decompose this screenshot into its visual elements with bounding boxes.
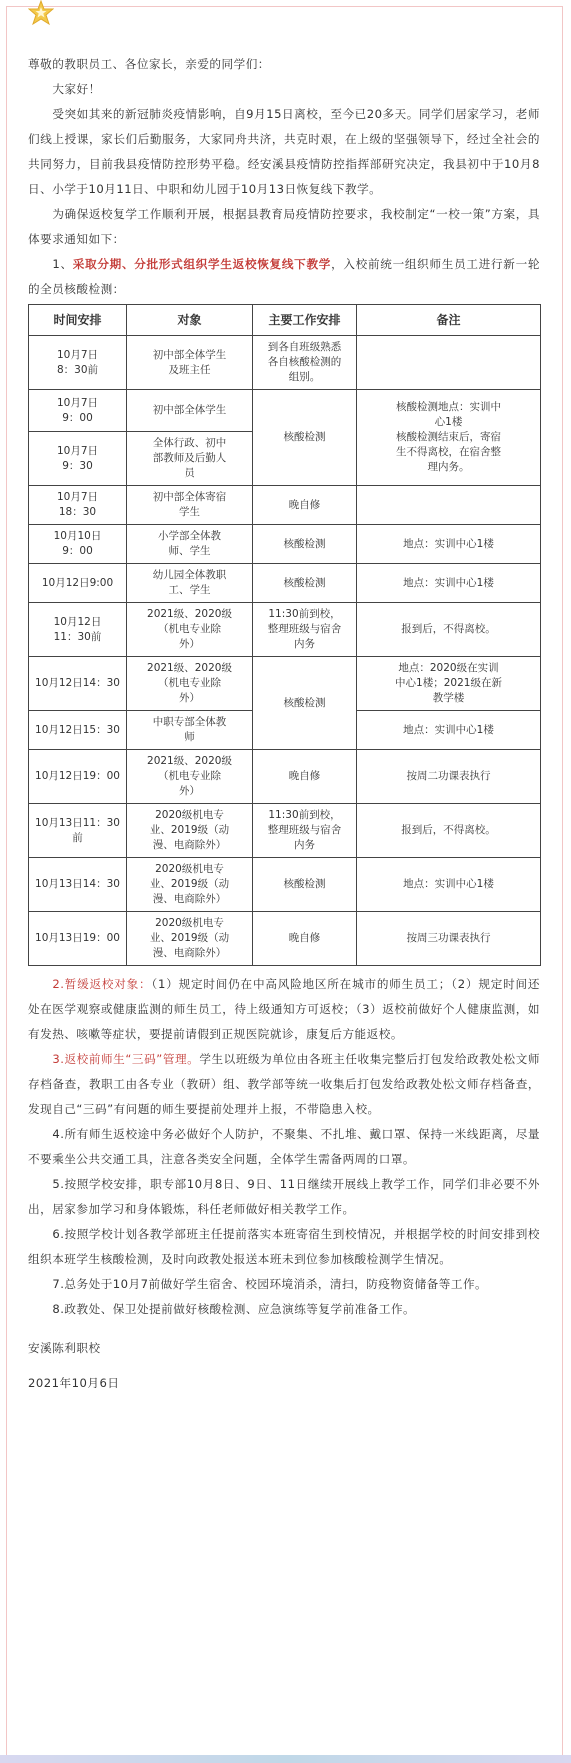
cell-time: 10月13日14：30: [29, 858, 127, 912]
cell-note: [357, 486, 541, 525]
cell-note: 地点：实训中心1楼: [357, 711, 541, 750]
item-7: 7.总务处于10月7前做好学生宿舍、校园环境消杀，清扫，防疫物资储备等工作。: [52, 1277, 488, 1291]
cell-note: 按周二功课表执行: [357, 750, 541, 804]
table-row: [29, 603, 541, 657]
item-1-highlight: 采取分期、分批形式组织学生返校恢复线下教学: [72, 257, 332, 271]
table-row: [29, 525, 541, 564]
cell-time: 10月10日 9：00: [29, 525, 127, 564]
cell-note: 地点：实训中心1楼: [357, 525, 541, 564]
item-6: 6.按照学校计划各教学部班主任提前落实本班寄宿生到校情况，并根据学校的时间安排到校组织本班学生核酸检测，及时向政教处报送本班未到位参加核酸检测学生情况。: [28, 1227, 540, 1266]
star-icon: [28, 0, 54, 26]
cell-target: 2020级机电专 业、2019级（动 漫、电商除外）: [127, 912, 253, 966]
item-3: [28, 1047, 540, 1122]
cell-target: 小学部全体教 师、学生: [127, 525, 253, 564]
cell-note: 地点：实训中心1楼: [357, 858, 541, 912]
cell-target: 2020级机电专 业、2019级（动 漫、电商除外）: [127, 804, 253, 858]
schedule-table: [28, 304, 541, 966]
item-3-text: 学生以班级为单位由各班主任收集完整后打包发给政教处松文师存档备查，教职工由各专业（教研）组、教学部等统一收集后打包发给政教处松文师存档备查，发现自己“三码”有问题的师生要提前处理并上报，不带隐患入校。: [28, 1052, 540, 1116]
table-row: [29, 486, 541, 525]
cell-work: 核酸检测: [253, 564, 357, 603]
item-1-rest: ，入校前统一组织师生员工进行新一轮的全员核酸检测：: [28, 257, 540, 296]
cell-time: 10月7日 8：30前: [29, 336, 127, 390]
cell-work: 晚自修: [253, 486, 357, 525]
cell-target: 2021级、2020级 （机电专业除 外）: [127, 657, 253, 711]
cell-work: 核酸检测: [253, 858, 357, 912]
cell-note: 地点：实训中心1楼: [357, 564, 541, 603]
notice-body: [28, 52, 540, 1396]
cell-work: 晚自修: [253, 912, 357, 966]
cell-note: 报到后，不得离校。: [357, 603, 541, 657]
cell-note: 地点：2020级在实训 中心1楼；2021级在新 教学楼: [357, 657, 541, 711]
cell-target: 2021级、2020级 （机电专业除 外）: [127, 603, 253, 657]
cell-target: 初中部全体学生: [127, 390, 253, 432]
salutation: 尊敬的教职员工、各位家长，亲爱的同学们：: [28, 57, 270, 71]
header-target: 对象: [127, 305, 253, 336]
cell-time: 10月7日 9：00: [29, 390, 127, 432]
greeting: 大家好！: [52, 82, 101, 96]
cell-time: 10月12日14：30: [29, 657, 127, 711]
header-note: 备注: [357, 305, 541, 336]
cell-time: 10月7日 9：30: [29, 432, 127, 486]
table-row: [29, 336, 541, 390]
cell-note: [357, 336, 541, 390]
item-4: 4.所有师生返校途中务必做好个人防护，不聚集、不扎堆、戴口罩、保持一米线距离，尽量不要乘坐公共交通工具，注意各类安全问题，全体学生需备两周的口罩。: [28, 1127, 540, 1166]
cell-work: 11:30前到校， 整理班级与宿舍 内务: [253, 804, 357, 858]
paragraph-plan: 为确保返校复学工作顺利开展，根据县教育局疫情防控要求，我校制定“一校一策”方案，具体要求通知如下：: [28, 207, 540, 246]
cell-time: 10月7日 18：30: [29, 486, 127, 525]
item-1-num: 1、: [52, 257, 73, 271]
table-header-row: [29, 305, 541, 336]
item-2-text: （1）规定时间仍在中高风险地区所在城市的师生员工；（2）规定时间还处在医学观察或健康监测的师生员工，待上级通知方可返校；（3）返校前做好个人健康监测，如有发热、咳嗽等症状，要提前请假到正规医院就诊，康复后方能返校。: [28, 977, 541, 1041]
cell-target: 中职专部全体教 师: [127, 711, 253, 750]
table-row: [29, 564, 541, 603]
cell-time: 10月12日 11：30前: [29, 603, 127, 657]
signature: 安溪陈利职校: [28, 1341, 101, 1355]
cell-note: 按周三功课表执行: [357, 912, 541, 966]
cell-target: 2021级、2020级 （机电专业除 外）: [127, 750, 253, 804]
cell-target: 初中部全体学生 及班主任: [127, 336, 253, 390]
item-2: [28, 972, 540, 1047]
cell-target: 幼儿园全体教职 工、学生: [127, 564, 253, 603]
table-row: [29, 750, 541, 804]
header-time: 时间安排: [29, 305, 127, 336]
table-row: [29, 912, 541, 966]
header-work: 主要工作安排: [253, 305, 357, 336]
item-1: [28, 252, 540, 302]
cell-work: 核酸检测: [253, 390, 357, 486]
paragraph-intro: 受突如其来的新冠肺炎疫情影响，自9月15日离校，至今已20多天。同学们居家学习，老师们线上授课，家长们后勤服务，大家同舟共济，共克时艰，在上级的坚强领导下，经过全社会的共同努力，目前我县疫情防控形势平稳。经安溪县疫情防控指挥部研究决定，我县初中于10月8日、小学于10月11日、中职和幼儿园于10月13日恢复线下教学。: [28, 107, 540, 196]
cell-time: 10月13日11：30 前: [29, 804, 127, 858]
cell-work: 11:30前到校， 整理班级与宿舍 内务: [253, 603, 357, 657]
cell-time: 10月12日9:00: [29, 564, 127, 603]
cell-work: 核酸检测: [253, 525, 357, 564]
cell-work: 到各自班级熟悉 各自核酸检测的 组别。: [253, 336, 357, 390]
item-5: 5.按照学校安排，职专部10月8日、9日、11日继续开展线上教学工作，同学们非必要不外出，居家参加学习和身体锻炼，科任老师做好相关教学工作。: [28, 1177, 540, 1216]
table-row: [29, 390, 541, 432]
date: 2021年10月6日: [28, 1376, 120, 1390]
cell-time: 10月12日19：00: [29, 750, 127, 804]
bottom-decoration: [0, 1755, 571, 1763]
cell-note: 报到后，不得离校。: [357, 804, 541, 858]
cell-target: 2020级机电专 业、2019级（动 漫、电商除外）: [127, 858, 253, 912]
cell-work: 晚自修: [253, 750, 357, 804]
item-8: 8.政教处、保卫处提前做好核酸检测、应急演练等复学前准备工作。: [52, 1302, 416, 1316]
cell-time: 10月13日19：00: [29, 912, 127, 966]
cell-target: 初中部全体寄宿 学生: [127, 486, 253, 525]
cell-time: 10月12日15：30: [29, 711, 127, 750]
table-row: [29, 858, 541, 912]
cell-note: 核酸检测地点：实训中 心1楼 核酸检测结束后，寄宿 生不得离校，在宿舍整 理内务。: [357, 390, 541, 486]
table-row: [29, 657, 541, 711]
cell-work: 核酸检测: [253, 657, 357, 750]
cell-target: 全体行政、初中 部教师及后勤人 员: [127, 432, 253, 486]
item-3-label: 3.返校前师生“三码”管理。: [52, 1052, 200, 1066]
item-2-label: 2.暂缓返校对象：: [52, 977, 152, 991]
table-row: [29, 804, 541, 858]
